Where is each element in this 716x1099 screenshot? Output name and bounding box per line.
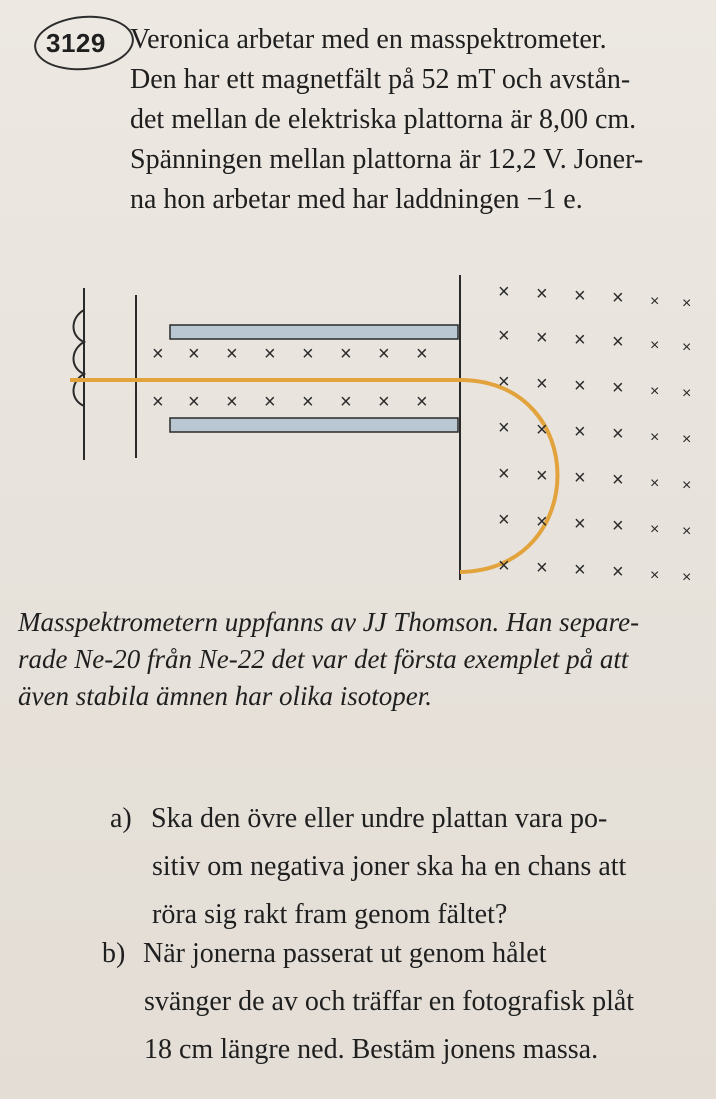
field-cross-mark: × bbox=[612, 377, 624, 399]
field-cross-mark: × bbox=[302, 391, 314, 413]
problem-line: det mellan de elektriska plattorna är 8,00 cm. bbox=[130, 104, 637, 135]
field-cross-mark: × bbox=[650, 293, 660, 310]
figure-caption bbox=[18, 604, 698, 715]
field-cross-mark: × bbox=[650, 475, 660, 492]
upper-electric-plate bbox=[170, 325, 458, 339]
field-cross-mark: × bbox=[682, 295, 692, 312]
question-a-label: a) bbox=[110, 803, 132, 834]
field-cross-mark: × bbox=[498, 555, 510, 577]
field-cross-mark: × bbox=[536, 511, 548, 533]
problem-line: na hon arbetar med har laddningen −1 e. bbox=[130, 184, 583, 215]
question-a-line: röra sig rakt fram genom fältet? bbox=[152, 899, 508, 930]
field-cross-mark: × bbox=[498, 281, 510, 303]
question-b bbox=[102, 930, 702, 1074]
field-cross-mark: × bbox=[536, 283, 548, 305]
field-cross-mark: × bbox=[536, 327, 548, 349]
field-cross-mark: × bbox=[340, 391, 352, 413]
field-cross-mark: × bbox=[188, 343, 200, 365]
field-cross-mark: × bbox=[574, 329, 586, 351]
field-cross-mark: × bbox=[340, 343, 352, 365]
problem-statement bbox=[130, 20, 690, 220]
field-cross-mark: × bbox=[536, 373, 548, 395]
field-cross-mark: × bbox=[378, 391, 390, 413]
field-cross-mark: × bbox=[650, 521, 660, 538]
problem-line: Veronica arbetar med en masspektrometer. bbox=[130, 24, 607, 55]
ion-source-coil bbox=[74, 310, 85, 406]
field-cross-mark: × bbox=[152, 343, 164, 365]
field-cross-mark: × bbox=[152, 391, 164, 413]
field-cross-mark: × bbox=[682, 339, 692, 356]
field-cross-mark: × bbox=[650, 429, 660, 446]
question-b-line: 18 cm längre ned. Bestäm jonens massa. bbox=[144, 1034, 599, 1065]
field-cross-mark: × bbox=[682, 431, 692, 448]
field-cross-mark: × bbox=[226, 391, 238, 413]
field-cross-mark: × bbox=[612, 469, 624, 491]
field-cross-mark: × bbox=[416, 391, 428, 413]
question-b-line: svänger de av och träffar en fotografisk plåt bbox=[144, 986, 635, 1017]
field-cross-mark: × bbox=[498, 325, 510, 347]
field-cross-mark: × bbox=[574, 375, 586, 397]
field-cross-mark: × bbox=[682, 477, 692, 494]
field-cross-mark: × bbox=[302, 343, 314, 365]
field-cross-mark: × bbox=[536, 419, 548, 441]
field-cross-mark: × bbox=[612, 331, 624, 353]
question-a-text: Ska den övre eller undre plattan vara po- bbox=[151, 803, 608, 834]
field-cross-mark: × bbox=[650, 383, 660, 400]
field-cross-mark: × bbox=[612, 423, 624, 445]
question-b-label: b) bbox=[102, 938, 126, 969]
question-a-line: sitiv om negativa joner ska ha en chans att bbox=[152, 851, 627, 882]
field-cross-mark: × bbox=[574, 421, 586, 443]
problem-line: Spänningen mellan plattorna är 12,2 V. Joner- bbox=[130, 144, 644, 175]
field-cross-mark: × bbox=[574, 467, 586, 489]
field-cross-mark: × bbox=[264, 391, 276, 413]
caption-line: rade Ne-20 från Ne-22 det var det första exemplet på att bbox=[18, 644, 629, 674]
field-cross-mark: × bbox=[226, 343, 238, 365]
field-cross-mark: × bbox=[536, 465, 548, 487]
field-cross-mark: × bbox=[188, 391, 200, 413]
question-a bbox=[110, 795, 700, 939]
field-cross-mark: × bbox=[498, 371, 510, 393]
field-cross-mark: × bbox=[650, 567, 660, 584]
field-cross-mark: × bbox=[574, 285, 586, 307]
question-b-text: När jonerna passerat ut genom hålet bbox=[143, 938, 547, 969]
field-cross-mark: × bbox=[682, 523, 692, 540]
lower-electric-plate bbox=[170, 418, 458, 432]
field-cross-mark: × bbox=[650, 337, 660, 354]
field-cross-mark: × bbox=[264, 343, 276, 365]
mass-spectrometer-diagram bbox=[70, 270, 700, 600]
field-cross-mark: × bbox=[682, 569, 692, 586]
field-cross-mark: × bbox=[536, 557, 548, 579]
field-cross-mark: × bbox=[498, 417, 510, 439]
field-cross-mark: × bbox=[378, 343, 390, 365]
field-cross-mark: × bbox=[612, 561, 624, 583]
question-b-line bbox=[102, 930, 702, 978]
problem-line: Den har ett magnetfält på 52 mT och avstån- bbox=[130, 64, 631, 95]
field-cross-mark: × bbox=[416, 343, 428, 365]
field-cross-mark: × bbox=[682, 385, 692, 402]
field-cross-mark: × bbox=[574, 513, 586, 535]
field-cross-mark: × bbox=[612, 515, 624, 537]
question-a-line bbox=[110, 795, 700, 843]
field-cross-mark: × bbox=[498, 509, 510, 531]
ion-trajectory bbox=[70, 380, 558, 572]
field-cross-mark: × bbox=[498, 463, 510, 485]
field-cross-mark: × bbox=[574, 559, 586, 581]
field-cross-mark: × bbox=[612, 287, 624, 309]
caption-line: även stabila ämnen har olika isotoper. bbox=[18, 681, 432, 711]
problem-number: 3129 bbox=[46, 28, 106, 58]
caption-line: Masspektrometern uppfanns av JJ Thomson. Han separe- bbox=[18, 607, 640, 637]
